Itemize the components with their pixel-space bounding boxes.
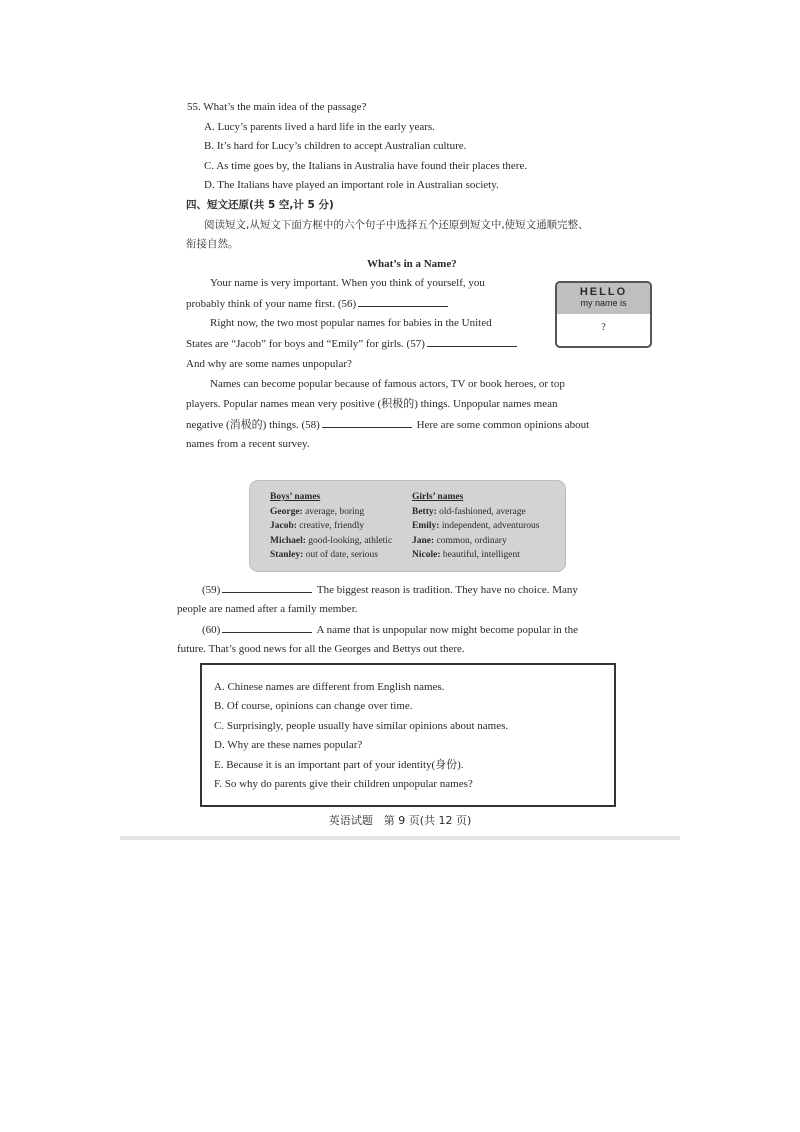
passage-line: Your name is very important. When you think of yourself, you [210,277,485,289]
section-instructions-line1: 阅读短文,从短文下面方框中的六个句子中选择五个还原到短文中,使短文通顺完整、 [204,219,589,231]
question-55-stem: 55. What’s the main idea of the passage? [187,101,367,113]
name-tag-my-name-is: my name is [580,298,627,308]
answer-choices-box [200,663,616,807]
names-opinion-table [249,480,566,572]
passage-text: States are “Jacob” for boys and “Emily” for girls. (57) [186,338,425,350]
passage-line: Right now, the two most popular names for babies in the United [210,317,492,329]
answer-blank-60[interactable] [222,622,312,633]
choice-b: B. Of course, opinions can change over time. [214,700,413,712]
question-55-option-a: A. Lucy’s parents lived a hard life in the early years. [204,121,435,133]
choice-e: E. Because it is an important part of your identity(身份). [214,759,464,771]
answer-blank-59[interactable] [222,582,312,593]
passage-text: Here are some common opinions about [416,419,590,431]
boys-name-row: Stanley: out of date, serious [270,550,378,560]
boys-names-header: Boys’ names [270,492,321,502]
passage-line: And why are some names unpopular? [186,358,352,370]
name-tag-hello: HELLO [579,286,628,298]
passage-text: (59) [202,584,221,596]
choice-a: A. Chinese names are different from English names. [214,681,445,693]
girls-name-row: Nicole: beautiful, intelligent [412,550,520,560]
passage-line: players. Popular names mean very positive (积极的) things. Unpopular names mean [186,398,558,410]
passage-line: future. That’s good news for all the Georges and Bettys out there. [177,643,465,655]
name-tag-sticker [555,281,652,348]
passage-text: A name that is unpopular now might become popular in the [316,624,578,636]
page-bottom-divider [120,836,680,840]
question-55-option-d: D. The Italians have played an important role in Australian society. [204,179,499,191]
question-55-option-b: B. It’s hard for Lucy’s children to accept Australian culture. [204,140,467,152]
boys-name-row: Jacob: creative, friendly [270,521,365,531]
girls-names-header: Girls’ names [412,492,464,502]
passage-text: negative (消极的) things. (58) [186,419,320,431]
choice-d: D. Why are these names popular? [214,739,363,751]
passage-line [202,622,578,637]
girls-names-column [412,490,539,563]
answer-blank-57[interactable] [427,336,517,347]
passage-text: The biggest reason is tradition. They have no choice. Many [316,584,578,596]
passage-line: Names can become popular because of famous actors, TV or book heroes, or top [210,378,565,390]
girls-name-row: Betty: old-fashioned, average [412,506,526,517]
page-footer: 英语试题 第 9 页(共 12 页) [328,814,472,827]
passage-line [186,336,519,351]
passage-line: names from a recent survey. [186,438,310,450]
boys-name-row: George: average, boring [270,506,365,517]
girls-name-row: Emily: independent, adventurous [412,521,540,531]
passage-title: What’s in a Name? [367,258,457,270]
passage-line [186,296,450,311]
name-tag-value: ? [601,322,606,333]
name-tag-header [557,283,650,314]
choice-c: C. Surprisingly, people usually have similar opinions about names. [214,720,509,732]
choice-f: F. So why do parents give their children unpopular names? [214,778,473,790]
question-55-option-c: C. As time goes by, the Italians in Australia have found their places there. [204,160,528,172]
passage-line [202,582,578,597]
boys-name-row: Michael: good-looking, athletic [270,535,393,546]
girls-name-row: Jane: common, ordinary [412,535,507,546]
answer-blank-58[interactable] [322,417,412,428]
passage-text: probably think of your name first. (56) [186,298,357,310]
passage-line: people are named after a family member. [177,603,358,615]
passage-line [186,417,589,432]
boys-names-column [270,490,392,563]
passage-text: (60) [202,624,221,636]
answer-blank-56[interactable] [358,296,448,307]
section-instructions-line2: 衔接自然。 [186,238,239,250]
section-heading: 四、短文还原(共 5 空,计 5 分) [186,199,334,211]
